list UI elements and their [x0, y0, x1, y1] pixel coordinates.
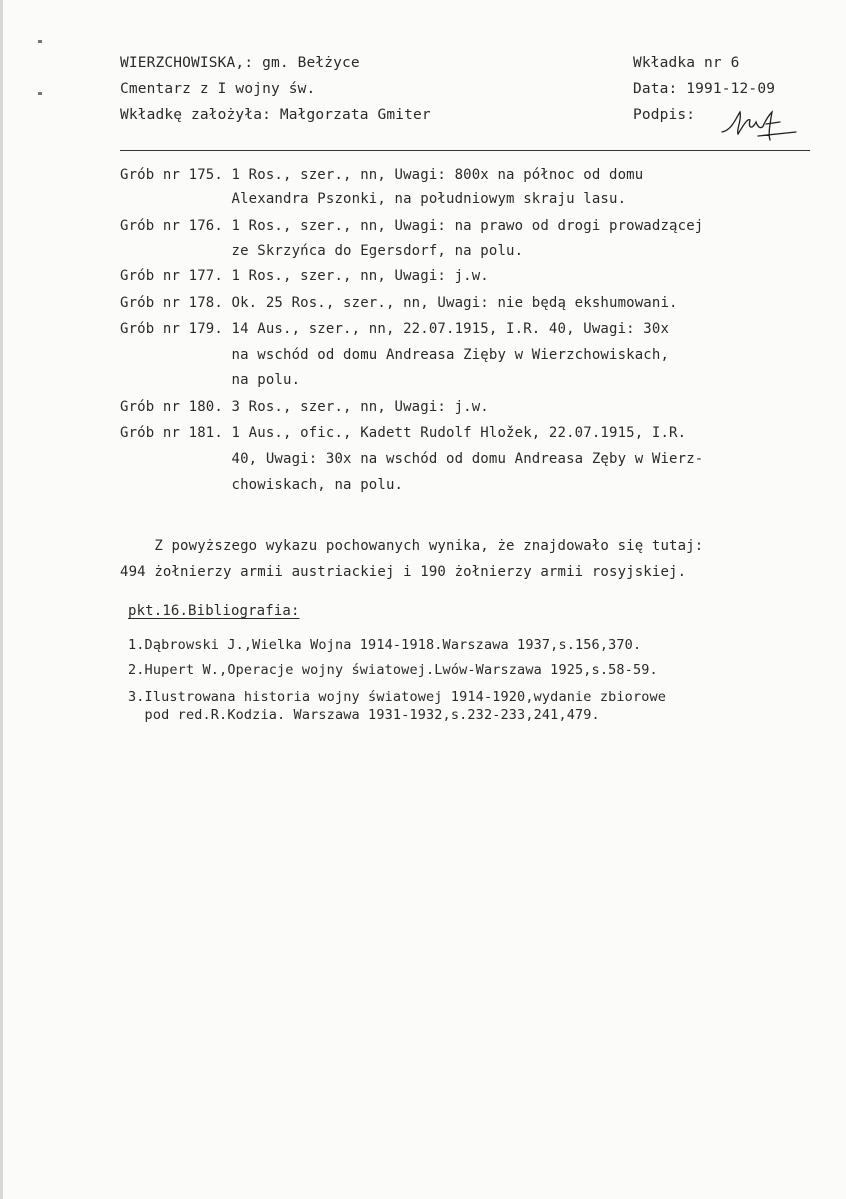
handwritten-signature — [718, 106, 798, 146]
grave-line: Grób nr 176. 1 Ros., szer., nn, Uwagi: na prawo od drogi prowadzącej — [120, 218, 704, 234]
grave-line: chowiskach, na polu. — [120, 477, 404, 493]
margin-mark — [38, 92, 42, 95]
grave-line: Grób nr 177. 1 Ros., szer., nn, Uwagi: j.w. — [120, 268, 489, 284]
bibliography-item: pod red.R.Kodzia. Warszawa 1931-1932,s.232-233,241,479. — [128, 707, 600, 723]
summary-line: 494 żołnierzy armii austriackiej i 190 żołnierzy armii rosyjskiej. — [120, 564, 687, 580]
header-insert-number: Wkładka nr 6 — [633, 55, 740, 71]
header-location: WIERZCHOWISKA,: gm. Bełżyce — [120, 55, 360, 71]
grave-line: Alexandra Pszonki, na południowym skraju lasu. — [120, 191, 627, 207]
summary-line: Z powyższego wykazu pochowanych wynika, że znajdowało się tutaj: — [120, 538, 704, 554]
grave-line: 40, Uwagi: 30x na wschód od domu Andreasa Zęby w Wierz- — [120, 451, 704, 467]
grave-line: Grób nr 180. 3 Ros., szer., nn, Uwagi: j.w. — [120, 399, 489, 415]
grave-line: na wschód od domu Andreasa Zięby w Wierzchowiskach, — [120, 347, 670, 363]
header-divider — [120, 150, 810, 151]
header-date: Data: 1991-12-09 — [633, 81, 776, 97]
bibliography-heading: pkt.16.Bibliografia: — [128, 603, 300, 619]
grave-line: Grób nr 181. 1 Aus., ofic., Kadett Rudolf Hložek, 22.07.1915, I.R. — [120, 425, 687, 441]
bibliography-item: 1.Dąbrowski J.,Wielka Wojna 1914-1918.Warszawa 1937,s.156,370. — [128, 637, 642, 653]
margin-mark — [38, 40, 42, 43]
grave-line: Grób nr 178. Ok. 25 Ros., szer., nn, Uwagi: nie będą ekshumowani. — [120, 295, 678, 311]
header-cemetery: Cmentarz z I wojny św. — [120, 81, 316, 97]
grave-line: Grób nr 175. 1 Ros., szer., nn, Uwagi: 800x na północ od domu — [120, 167, 644, 183]
grave-line: na polu. — [120, 372, 301, 388]
header-author: Wkładkę założyła: Małgorzata Gmiter — [120, 107, 431, 123]
grave-line: Grób nr 179. 14 Aus., szer., nn, 22.07.1915, I.R. 40, Uwagi: 30x — [120, 321, 670, 337]
header-signature-label: Podpis: — [633, 107, 696, 123]
page-edge — [0, 0, 3, 1199]
grave-line: ze Skrzyńca do Egersdorf, na polu. — [120, 243, 524, 259]
bibliography-item: 3.Ilustrowana historia wojny światowej 1914-1920,wydanie zbiorowe — [128, 689, 667, 705]
bibliography-item: 2.Hupert W.,Operacje wojny światowej.Lwów-Warszawa 1925,s.58-59. — [128, 662, 658, 678]
